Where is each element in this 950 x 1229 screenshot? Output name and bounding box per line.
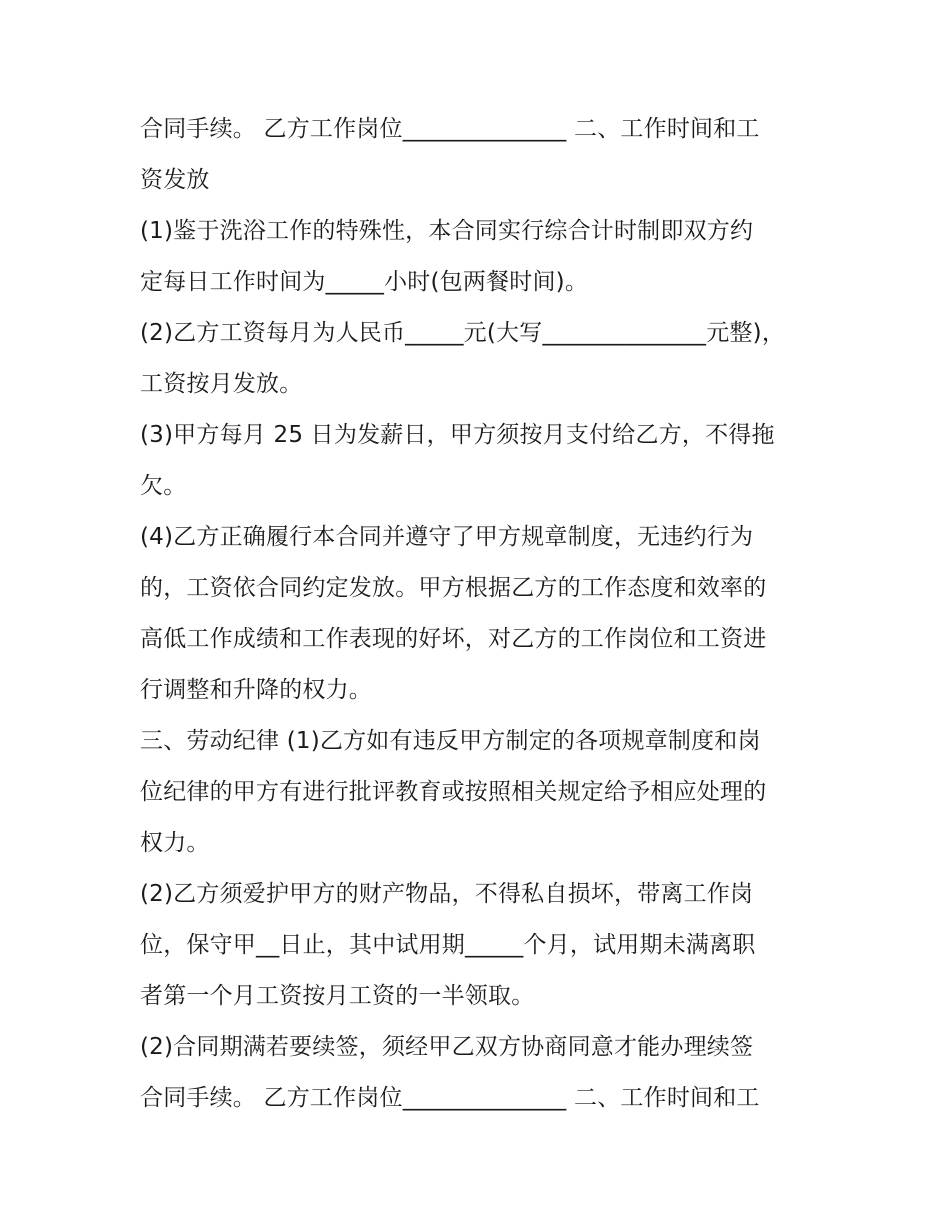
text-line: 定每日工作时间为_____小时(包两餐时间)。	[140, 269, 589, 295]
text-line: 合同手续。 乙方工作岗位______________ 二、工作时间和工	[140, 1085, 760, 1111]
text-line: (1)鉴于洗浴工作的特殊性，本合同实行综合计时制即双方约	[140, 218, 754, 244]
text-line: 合同手续。 乙方工作岗位______________ 二、工作时间和工	[140, 116, 760, 142]
text-line: 高低工作成绩和工作表现的好坏，对乙方的工作岗位和工资进	[140, 626, 767, 652]
text-line: (2)乙方须爱护甲方的财产物品，不得私自损坏，带离工作岗	[140, 881, 754, 907]
document-body	[140, 104, 820, 1124]
text-line: 权力。	[140, 830, 210, 856]
text-line: (2)合同期满若要续签，须经甲乙双方协商同意才能办理续签	[140, 1034, 754, 1060]
text-line: 位纪律的甲方有进行批评教育或按照相关规定给予相应处理的	[140, 779, 767, 805]
text-line: 欠。	[140, 473, 187, 499]
text-line: (3)甲方每月 25 日为发薪日，甲方须按月支付给乙方，不得拖	[140, 422, 775, 448]
text-line: (2)乙方工资每月为人民币_____元(大写______________元整)，	[140, 320, 786, 346]
text-line: 三、劳动纪律 (1)乙方如有违反甲方制定的各项规章制度和岗	[140, 728, 761, 754]
text-line: 行调整和升降的权力。	[140, 677, 372, 703]
text-line: 工资按月发放。	[140, 371, 303, 397]
text-line: (4)乙方正确履行本合同并遵守了甲方规章制度，无违约行为	[140, 524, 754, 550]
text-line: 的，工资依合同约定发放。甲方根据乙方的工作态度和效率的	[140, 575, 767, 601]
text-line: 者第一个月工资按月工资的一半领取。	[140, 983, 535, 1009]
text-line: 资发放	[140, 167, 210, 193]
text-line: 位，保守甲__日止，其中试用期_____个月，试用期未满离职	[140, 932, 756, 958]
